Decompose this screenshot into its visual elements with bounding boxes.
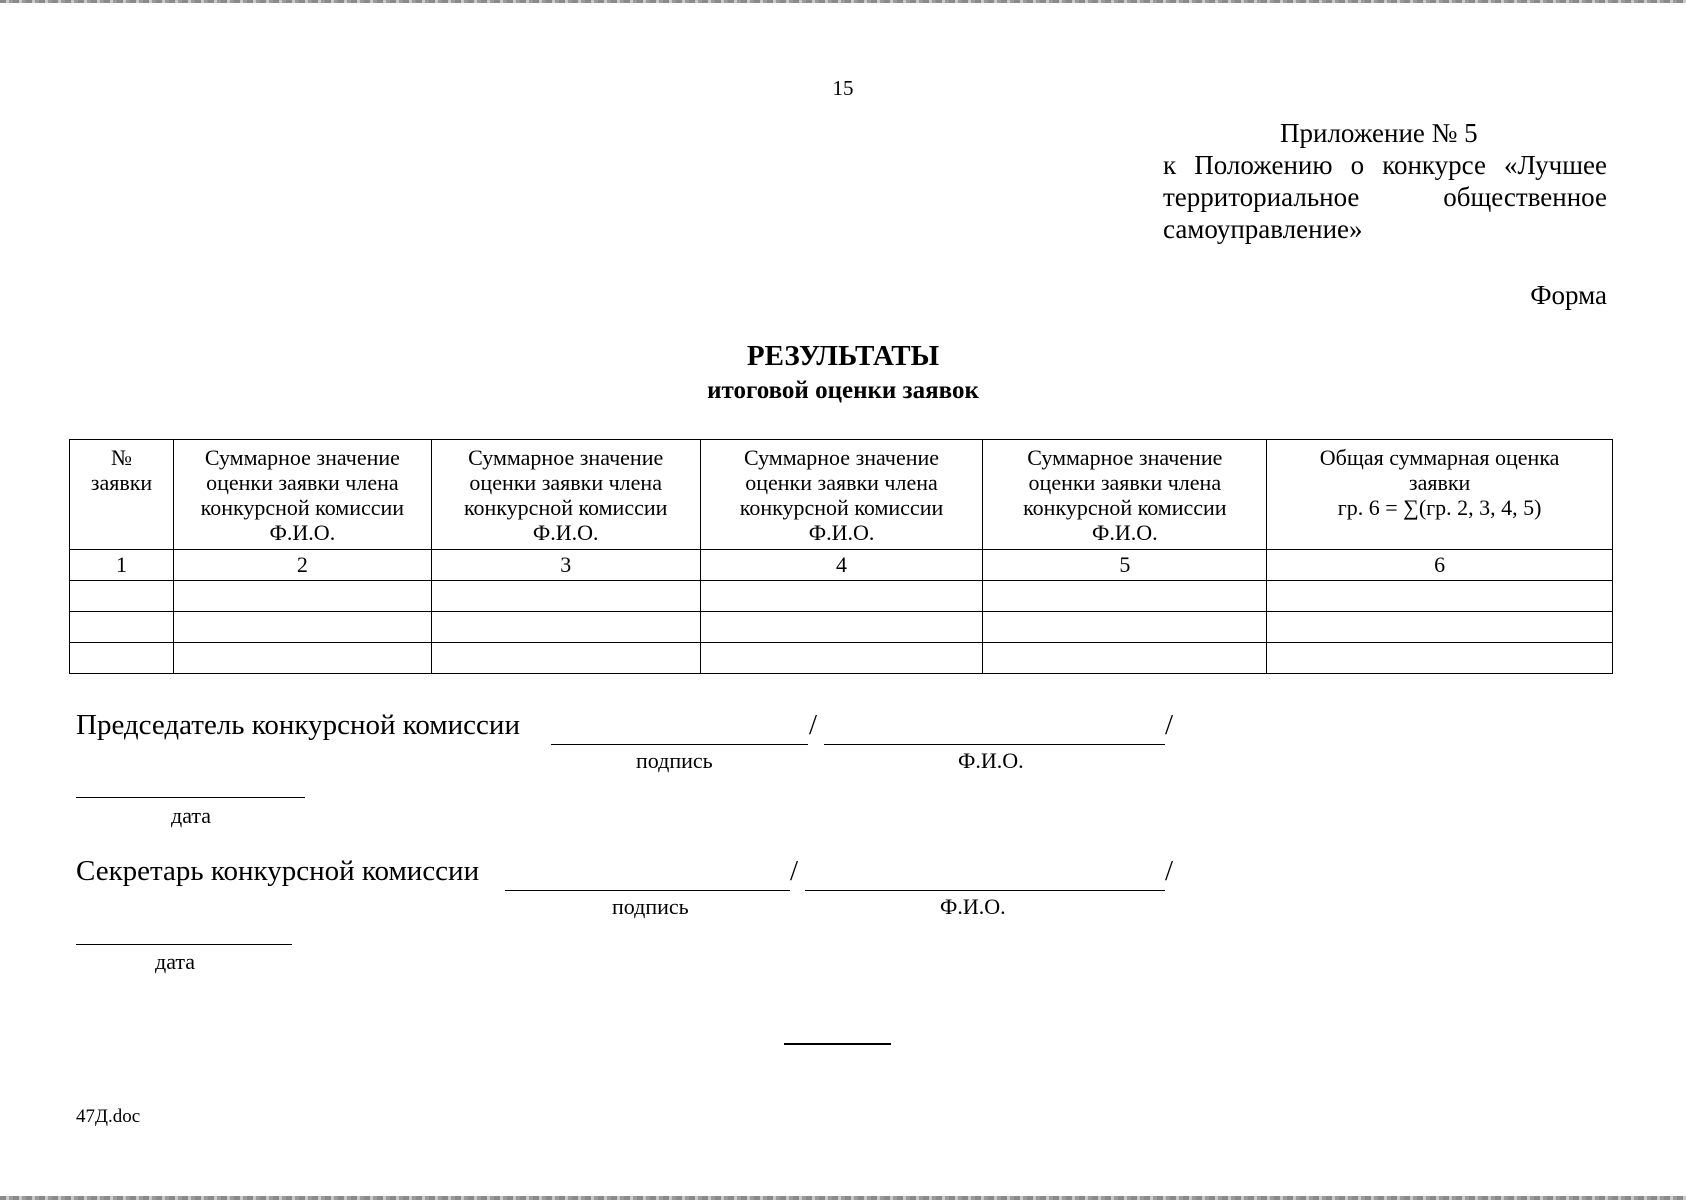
table-cell[interactable] bbox=[1267, 612, 1613, 643]
column-number: 6 bbox=[1267, 550, 1613, 581]
page-number: 15 bbox=[832, 76, 854, 100]
form-label: Форма bbox=[1530, 280, 1607, 310]
table-row bbox=[70, 643, 1613, 674]
chairman-name-line[interactable] bbox=[824, 744, 1165, 745]
chairman-name-caption: Ф.И.О. bbox=[958, 748, 1024, 773]
secretary-date-line[interactable] bbox=[76, 944, 292, 945]
secretary-slash-2: / bbox=[1165, 855, 1174, 887]
chairman-signature-caption: подпись bbox=[636, 748, 713, 773]
scan-edge-bottom bbox=[0, 1196, 1686, 1200]
table-cell[interactable] bbox=[173, 643, 431, 674]
table-cell[interactable] bbox=[983, 643, 1267, 674]
table-cell[interactable] bbox=[1267, 643, 1613, 674]
secretary-slash-1: / bbox=[790, 855, 799, 887]
secretary-date-caption: дата bbox=[155, 949, 196, 974]
scan-edge-top bbox=[0, 0, 1686, 3]
table-row bbox=[70, 612, 1613, 643]
document-title: РЕЗУЛЬТАТЫ bbox=[746, 340, 940, 372]
table-cell[interactable] bbox=[431, 612, 700, 643]
chairman-label: Председатель конкурсной комиссии bbox=[76, 709, 520, 741]
column-header: Суммарное значение оценки заявки члена конкурсной комиссии Ф.И.О. bbox=[983, 440, 1267, 550]
end-divider bbox=[784, 1043, 891, 1045]
table-cell[interactable] bbox=[983, 612, 1267, 643]
secretary-signature-line[interactable] bbox=[505, 890, 790, 891]
chairman-date-line[interactable] bbox=[76, 797, 305, 798]
column-numbers-row bbox=[70, 550, 1613, 581]
table-cell[interactable] bbox=[70, 643, 174, 674]
table-cell[interactable] bbox=[431, 581, 700, 612]
table-row bbox=[70, 581, 1613, 612]
table-cell[interactable] bbox=[173, 612, 431, 643]
column-header: Суммарное значение оценки заявки члена конкурсной комиссии Ф.И.О. bbox=[173, 440, 431, 550]
table-cell[interactable] bbox=[1267, 581, 1613, 612]
secretary-signature-caption: подпись bbox=[612, 894, 689, 919]
chairman-slash-2: / bbox=[1165, 709, 1174, 741]
table-cell[interactable] bbox=[431, 643, 700, 674]
table-cell[interactable] bbox=[700, 612, 983, 643]
results-table bbox=[69, 439, 1613, 674]
appendix-block bbox=[1163, 117, 1607, 245]
table-cell[interactable] bbox=[70, 612, 174, 643]
chairman-date-caption: дата bbox=[171, 803, 212, 828]
appendix-line-3: самоуправление» bbox=[1163, 214, 1363, 244]
table-cell[interactable] bbox=[700, 581, 983, 612]
appendix-title: Приложение № 5 bbox=[1280, 118, 1478, 148]
appendix-line-1: к Положению о конкурсе «Лучшее bbox=[1163, 150, 1607, 180]
footer-filename: 47Д.doc bbox=[76, 1106, 141, 1127]
column-header: Суммарное значение оценки заявки члена конкурсной комиссии Ф.И.О. bbox=[700, 440, 983, 550]
chairman-signature-line[interactable] bbox=[551, 744, 808, 745]
column-header: Общая суммарная оценка заявки гр. 6 = ∑(гр. 2, 3, 4, 5) bbox=[1267, 440, 1613, 550]
table-cell[interactable] bbox=[700, 643, 983, 674]
column-number: 5 bbox=[983, 550, 1267, 581]
column-header: № заявки bbox=[70, 440, 174, 550]
column-number: 2 bbox=[173, 550, 431, 581]
table-cell[interactable] bbox=[983, 581, 1267, 612]
column-number: 4 bbox=[700, 550, 983, 581]
appendix-line-2: территориальное общественное bbox=[1163, 182, 1607, 212]
chairman-slash-1: / bbox=[809, 709, 818, 741]
table-cell[interactable] bbox=[173, 581, 431, 612]
secretary-name-line[interactable] bbox=[805, 890, 1165, 891]
secretary-name-caption: Ф.И.О. bbox=[940, 894, 1006, 919]
document-subtitle: итоговой оценки заявок bbox=[707, 377, 979, 404]
secretary-label: Секретарь конкурсной комиссии bbox=[76, 855, 480, 887]
column-header: Суммарное значение оценки заявки члена конкурсной комиссии Ф.И.О. bbox=[431, 440, 700, 550]
table-header-row bbox=[70, 440, 1613, 550]
column-number: 3 bbox=[431, 550, 700, 581]
column-number: 1 bbox=[70, 550, 174, 581]
table-cell[interactable] bbox=[70, 581, 174, 612]
